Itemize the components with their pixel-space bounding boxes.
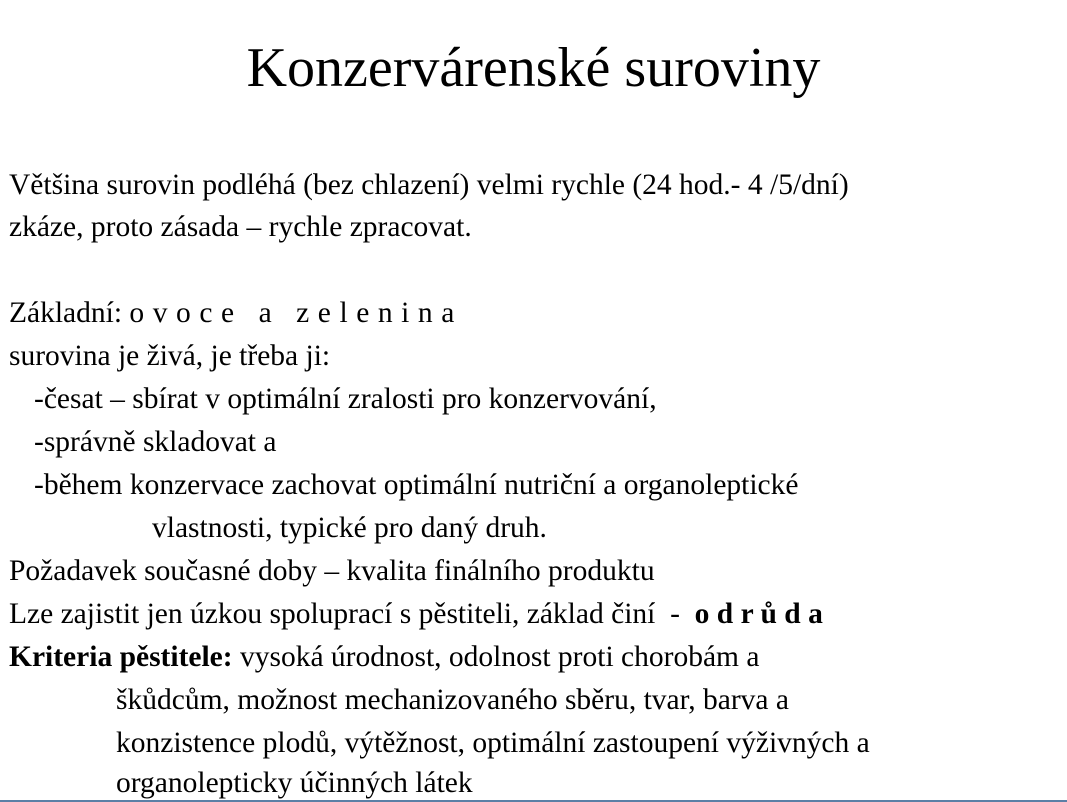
criteria-line [9, 640, 759, 674]
cooperation-line [9, 597, 823, 631]
criteria-continued-2: konzistence plodů, výtěžnost, optimální zastoupení výživných a [116, 727, 870, 759]
basic-label: Základní: [9, 297, 130, 329]
bullet-store: -správně skladovat a [34, 426, 277, 458]
cooperation-text: Lze zajistit jen úzkou spoluprací s pěstiteli, základ činí - [9, 598, 695, 630]
criteria-text: vysoká úrodnost, odolnost proti chorobám a [232, 641, 760, 673]
slide-title: Konzervárenské suroviny [246, 37, 821, 99]
criteria-label: Kriteria pěstitele: [9, 641, 233, 673]
intro-line-1: Většina surovin podléhá (bez chlazení) velmi rychle (24 hod.- 4 /5/dní) [9, 169, 849, 201]
basic-line [9, 296, 455, 330]
bullet-preserve-continued: vlastnosti, typické pro daný druh. [152, 512, 547, 544]
bullet-preserve: -během konzervace zachovat optimální nutriční a organoleptické [34, 469, 799, 501]
criteria-continued-1: škůdcům, možnost mechanizovaného sběru, tvar, barva a [116, 684, 789, 716]
cooperation-emphasis: o d r ů d a [694, 598, 823, 630]
requirement-line: Požadavek současné doby – kvalita finálního produktu [9, 555, 655, 587]
criteria-continued-3: organolepticky účinných látek [116, 767, 473, 799]
bullet-harvest: -česat – sbírat v optimální zralosti pro konzervování, [34, 383, 657, 415]
living-line: surovina je živá, je třeba ji: [9, 340, 331, 372]
basic-value: o v o c e a z e l e n i n a [129, 297, 455, 329]
intro-line-2: zkáze, proto zásada – rychle zpracovat. [9, 211, 472, 243]
